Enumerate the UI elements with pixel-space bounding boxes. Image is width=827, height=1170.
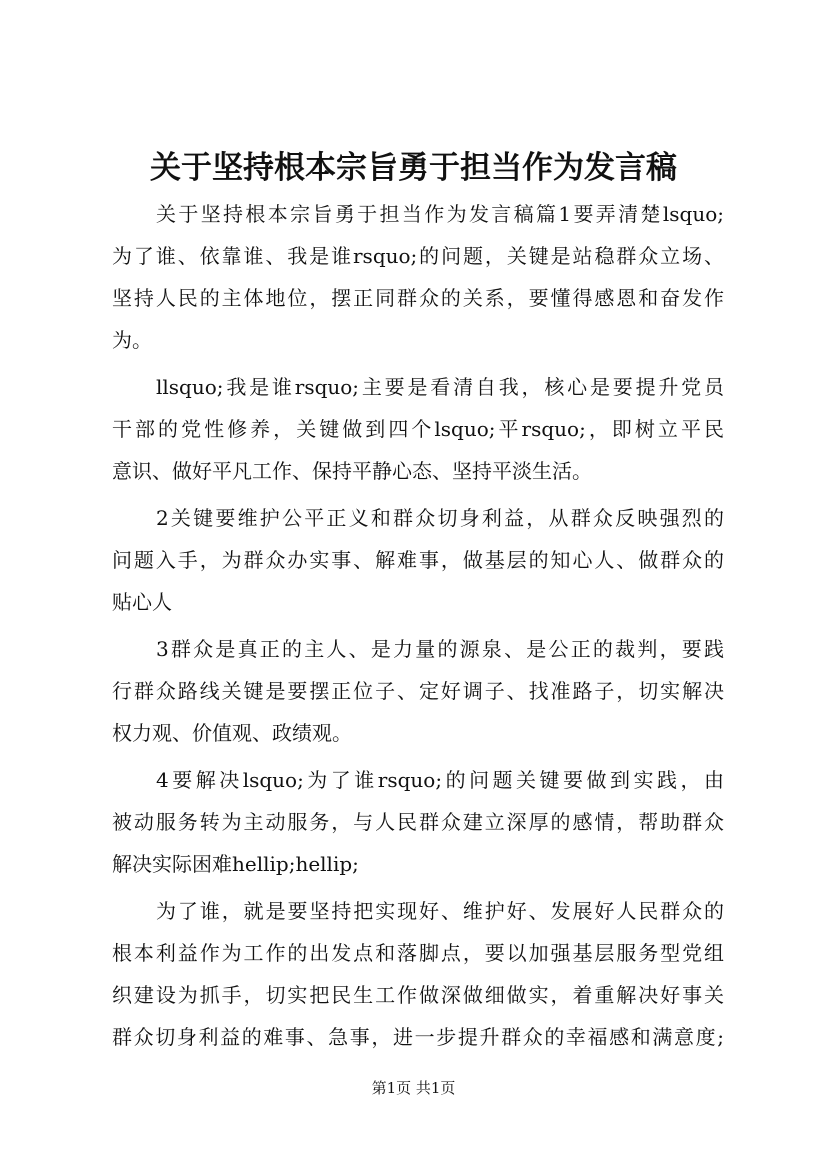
text-line: 4要解决lsquo;为了谁rsquo;的问题关键要做到实践，由 (156, 768, 724, 792)
text-line: 贴心人 (112, 590, 172, 614)
paragraph-4 (112, 628, 724, 754)
text-line: llsquo;我是谁rsquo;主要是看清自我，核心是要提升党员 (156, 375, 724, 399)
text-line: 3群众是真正的主人、是力量的源泉、是公正的裁判，要践 (156, 637, 724, 661)
document-body (112, 193, 724, 1063)
paragraph-6 (112, 890, 724, 1058)
text-line: 意识、做好平凡工作、保持平静心态、坚持平淡生活。 (112, 459, 592, 483)
page-footer: 第1页 共1页 (371, 1079, 456, 1097)
document-title: 关于坚持根本宗旨勇于担当作为发言稿 (150, 150, 677, 186)
paragraph-3 (112, 497, 724, 623)
text-line: 关于坚持根本宗旨勇于担当作为发言稿篇1要弄清楚lsquo; (156, 202, 724, 226)
text-line: 问题入手，为群众办实事、解难事，做基层的知心人、做群众的 (112, 548, 724, 572)
paragraph-5 (112, 759, 724, 885)
paragraph-1 (112, 193, 724, 361)
text-line: 根本利益作为工作的出发点和落脚点，要以加强基层服务型党组 (112, 941, 724, 965)
text-line: 为了谁、依靠谁、我是谁rsquo;的问题，关键是站稳群众立场、 (112, 244, 724, 268)
text-line: 权力观、价值观、政绩观。 (112, 721, 352, 745)
text-line: 为。 (112, 328, 152, 352)
text-line: 坚持人民的主体地位，摆正同群众的关系，要懂得感恩和奋发作 (112, 286, 724, 310)
text-line: 解决实际困难hellip;hellip; (112, 852, 359, 876)
text-line: 织建设为抓手，切实把民生工作做深做细做实，着重解决好事关 (112, 983, 724, 1007)
text-line: 2关键要维护公平正义和群众切身利益，从群众反映强烈的 (156, 506, 724, 530)
text-line: 被动服务转为主动服务，与人民群众建立深厚的感情，帮助群众 (112, 810, 724, 834)
text-line: 群众切身利益的难事、急事，进一步提升群众的幸福感和满意度; (112, 1025, 724, 1049)
paragraph-2 (112, 366, 724, 492)
text-line: 行群众路线关键是要摆正位子、定好调子、找准路子，切实解决 (112, 679, 724, 703)
text-line: 为了谁，就是要坚持把实现好、维护好、发展好人民群众的 (156, 899, 724, 923)
text-line: 干部的党性修养，关键做到四个lsquo;平rsquo;，即树立平民 (112, 417, 724, 441)
